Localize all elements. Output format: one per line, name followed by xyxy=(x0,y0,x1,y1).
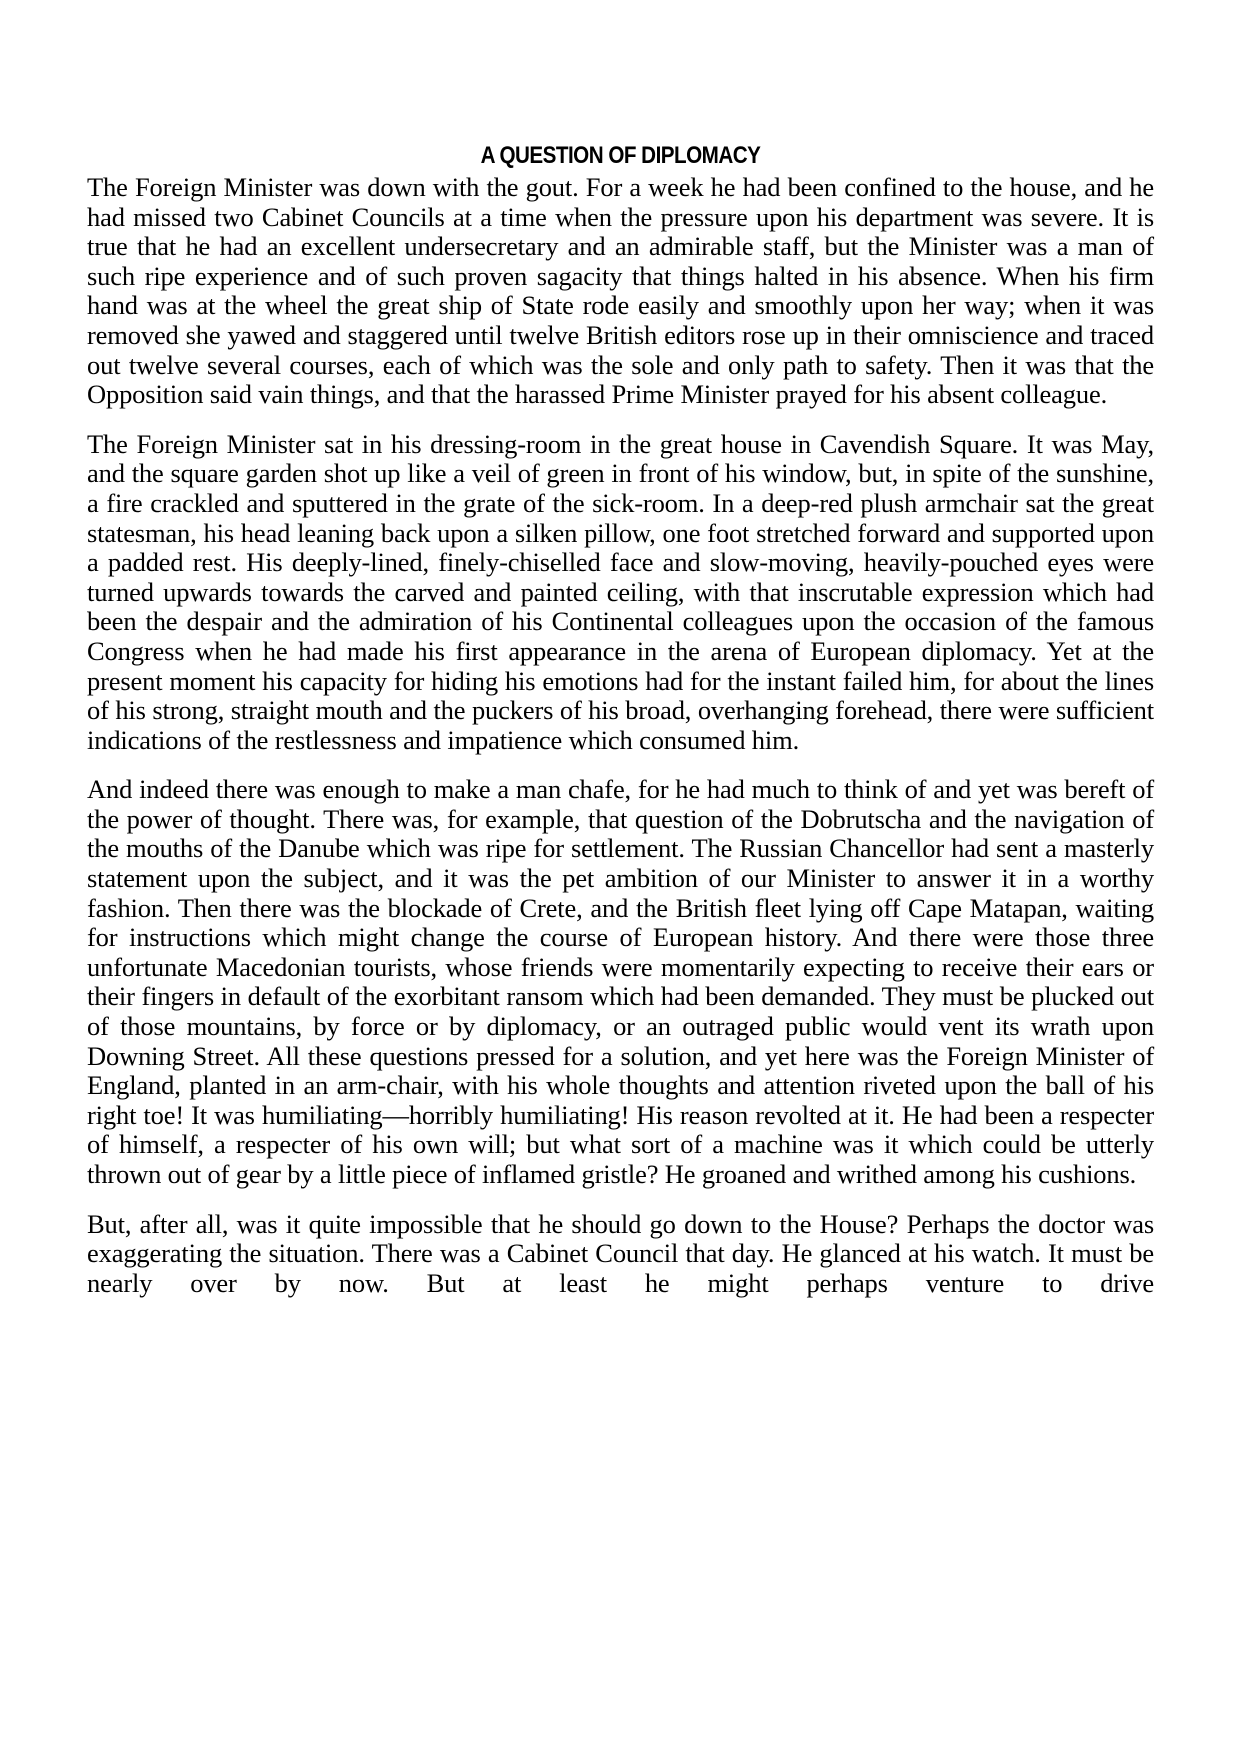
paragraph-1: The Foreign Minister was down with the gout. For a week he had been confined to the house, and he had missed two Cabinet Councils at a time when the pressure upon his department was severe. It is true that he had an excellent undersecretary and an admirable staff, but the Minister was a man of such ripe experience and of such proven sagacity that things halted in his absence. When his firm hand was at the wheel the great ship of State rode easily and smoothly upon her way; when it was removed she yawed and staggered until twelve British editors rose up in their omniscience and traced out twelve several courses, each of which was the sole and only path to safety. Then it was that the Opposition said vain things, and that the harassed Prime Minister prayed for his absent colleague. xyxy=(87,172,1154,410)
paragraph-2: The Foreign Minister sat in his dressing-room in the great house in Cavendish Square. It was May, and the square garden shot up like a veil of green in front of his window, but, in spite of the sunshine, a fire crackled and sputtered in the grate of the sick-room. In a deep-red plush armchair sat the great statesman, his head leaning back upon a silken pillow, one foot stretched forward and supported upon a padded rest. His deeply-lined, finely-chiselled face and slow-moving, heavily-pouched eyes were turned upwards towards the carved and painted ceiling, with that inscrutable expression which had been the despair and the admiration of his Continental colleagues upon the occasion of the famous Congress when he had made his first appearance in the arena of European diplomacy. Yet at the present moment his capacity for hiding his emotions had for the instant failed him, for about the lines of his strong, straight mouth and the puckers of his broad, overhanging forehead, there were sufficient indications of the restlessness and impatience which consumed him. xyxy=(87,428,1154,755)
document-page xyxy=(87,140,1154,1318)
paragraph-3: And indeed there was enough to make a man chafe, for he had much to think of and yet was bereft of the power of thought. There was, for example, that question of the Dobrutscha and the navigation of the mouths of the Danube which was ripe for settlement. The Russian Chancellor had sent a masterly statement upon the subject, and it was the pet ambition of our Minister to answer it in a worthy fashion. Then there was the blockade of Crete, and the British fleet lying off Cape Matapan, waiting for instructions which might change the course of European history. And there were those three unfortunate Macedonian tourists, whose friends were momentarily expecting to receive their ears or their fingers in default of the exorbitant ransom which had been demanded. They must be plucked out of those mountains, by force or by diplomacy, or an outraged public would vent its wrath upon Downing Street. All these questions pressed for a solution, and yet here was the Foreign Minister of England, planted in an arm-chair, with his whole thoughts and attention riveted upon the ball of his right toe! It was humiliating—horribly humiliating! His reason revolted at it. He had been a respecter of himself, a respecter of his own will; but what sort of a machine was it which could be utterly thrown out of gear by a little piece of inflamed gristle? He groaned and writhed among his cushions. xyxy=(87,774,1154,1189)
story-title: A QUESTION OF DIPLOMACY xyxy=(480,142,761,169)
paragraph-4: But, after all, was it quite impossible that he should go down to the House? Perhaps the doctor was exaggerating the situation. There was a Cabinet Council that day. He glanced at his watch. It must be nearly over by now. But at least he might perhaps venture to drive xyxy=(87,1208,1154,1298)
